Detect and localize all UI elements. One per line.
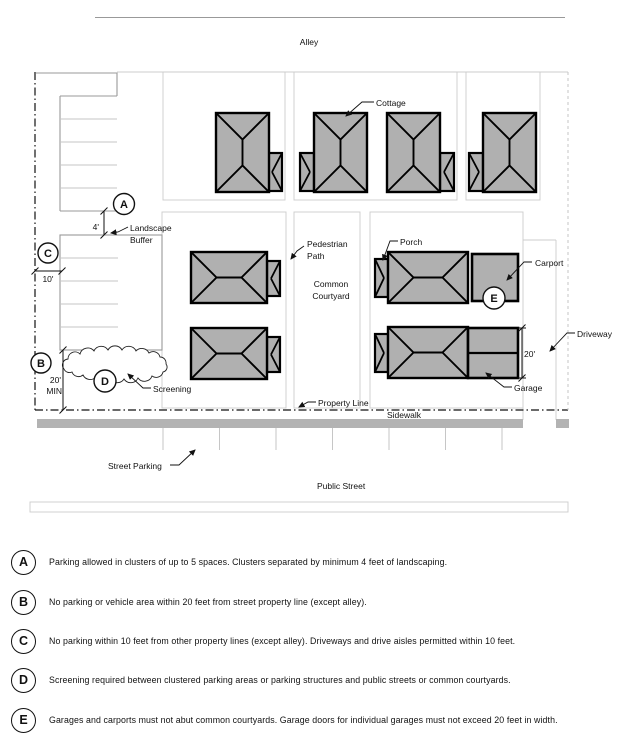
plan-marker-a (114, 194, 135, 215)
leader-driveway (550, 333, 575, 351)
porch (375, 259, 388, 297)
driveway-label: Driveway (577, 329, 612, 339)
dim-label-garage-width: 20' (524, 349, 536, 359)
parking-stall-lines-2 (60, 258, 118, 327)
note-text-a: Parking allowed in clusters of up to 5 spaces. Clusters separated by minimum 4 feet of landscaping. (49, 557, 448, 567)
common-courtyard-label-2: Courtyard (312, 291, 350, 301)
note-row-e (11, 707, 619, 733)
note-text-c: No parking within 10 feet from other property lines (except alley). Driveways and drive aisles permitted within 10 feet. (49, 636, 516, 646)
landscape-buffer-label-2: Buffer (130, 235, 153, 245)
svg-text:A: A (120, 199, 128, 211)
porch-label: Porch (400, 237, 423, 247)
plan-marker-e (483, 287, 505, 309)
dim-label-landscape-buffer: 4' (92, 222, 99, 232)
garage-label: Garage (514, 383, 543, 393)
plan-marker-c (38, 243, 58, 263)
cottage-building (388, 327, 468, 378)
note-text-d: Screening required between clustered parking areas or parking structures and public streets or common courtyards. (49, 675, 511, 685)
landscape-buffer-label-1: Landscape (130, 223, 172, 233)
parking-stall-lines-1 (60, 119, 117, 188)
svg-text:B: B (37, 358, 45, 370)
sidewalk-bar-east (556, 419, 569, 428)
parking-cluster-2 (60, 235, 162, 350)
dim-label-street-setback-min: MIN (46, 386, 62, 396)
cottage-building (191, 252, 267, 303)
svg-text:D: D (101, 376, 109, 388)
porch (469, 153, 483, 191)
pedestrian-path-label-1: Pedestrian (307, 239, 348, 249)
note-marker-e: E (11, 708, 36, 733)
leader-property-line (299, 402, 316, 407)
common-courtyard-label-1: Common (313, 279, 349, 289)
porch (267, 261, 280, 296)
note-marker-b: B (11, 590, 36, 615)
note-marker-a: A (11, 550, 36, 575)
cottage-building (191, 328, 267, 379)
property-line-label: Property Line (318, 398, 369, 408)
carport-label: Carport (535, 258, 564, 268)
plan-marker-b (31, 353, 51, 373)
porch (300, 153, 314, 191)
note-row-a (11, 549, 619, 575)
cottage-building (483, 113, 536, 192)
porch (267, 337, 280, 372)
cottage-building (387, 113, 440, 192)
leader-pedestrian-path (291, 246, 304, 259)
dim-label-street-setback: 20' (49, 375, 61, 385)
dim-label-side-setback: 10' (42, 274, 54, 284)
svg-text:C: C (44, 248, 52, 260)
cottage-label: Cottage (376, 98, 406, 108)
note-row-b (11, 589, 619, 615)
cottage-building (388, 252, 468, 303)
garage-building (468, 328, 518, 378)
sidewalk-label: Sidewalk (387, 410, 422, 420)
street-far-edge (30, 502, 568, 512)
leader-landscape-buffer (111, 227, 128, 233)
note-marker-d: D (11, 668, 36, 693)
note-row-c (11, 628, 619, 654)
street-parking-label: Street Parking (108, 461, 162, 471)
public-street-label: Public Street (317, 481, 366, 491)
note-marker-c: C (11, 629, 36, 654)
porch (375, 334, 388, 372)
alley-label: Alley (299, 37, 319, 47)
plan-marker-d (94, 370, 116, 392)
note-text-b: No parking or vehicle area within 20 feet from street property line (except alley). (49, 597, 367, 607)
porch (440, 153, 454, 191)
street-parking-ticks (163, 428, 502, 450)
sidewalk-bar (37, 419, 523, 428)
screening-label: Screening (153, 384, 192, 394)
note-row-d (11, 667, 619, 693)
leader-street-parking (170, 450, 195, 465)
cottages-north-row (216, 113, 536, 192)
svg-text:E: E (490, 293, 498, 305)
pedestrian-path-label-2: Path (307, 251, 325, 261)
parking-cluster-1 (36, 73, 117, 211)
dim-landscape-buffer (101, 208, 108, 239)
cottages-courtyard-rows (191, 252, 468, 379)
note-text-e: Garages and carports must not abut common courtyards. Garage doors for individual garages must not exceed 20 feet in width. (49, 715, 558, 725)
cottage-building (216, 113, 269, 192)
cottage-building (314, 113, 367, 192)
